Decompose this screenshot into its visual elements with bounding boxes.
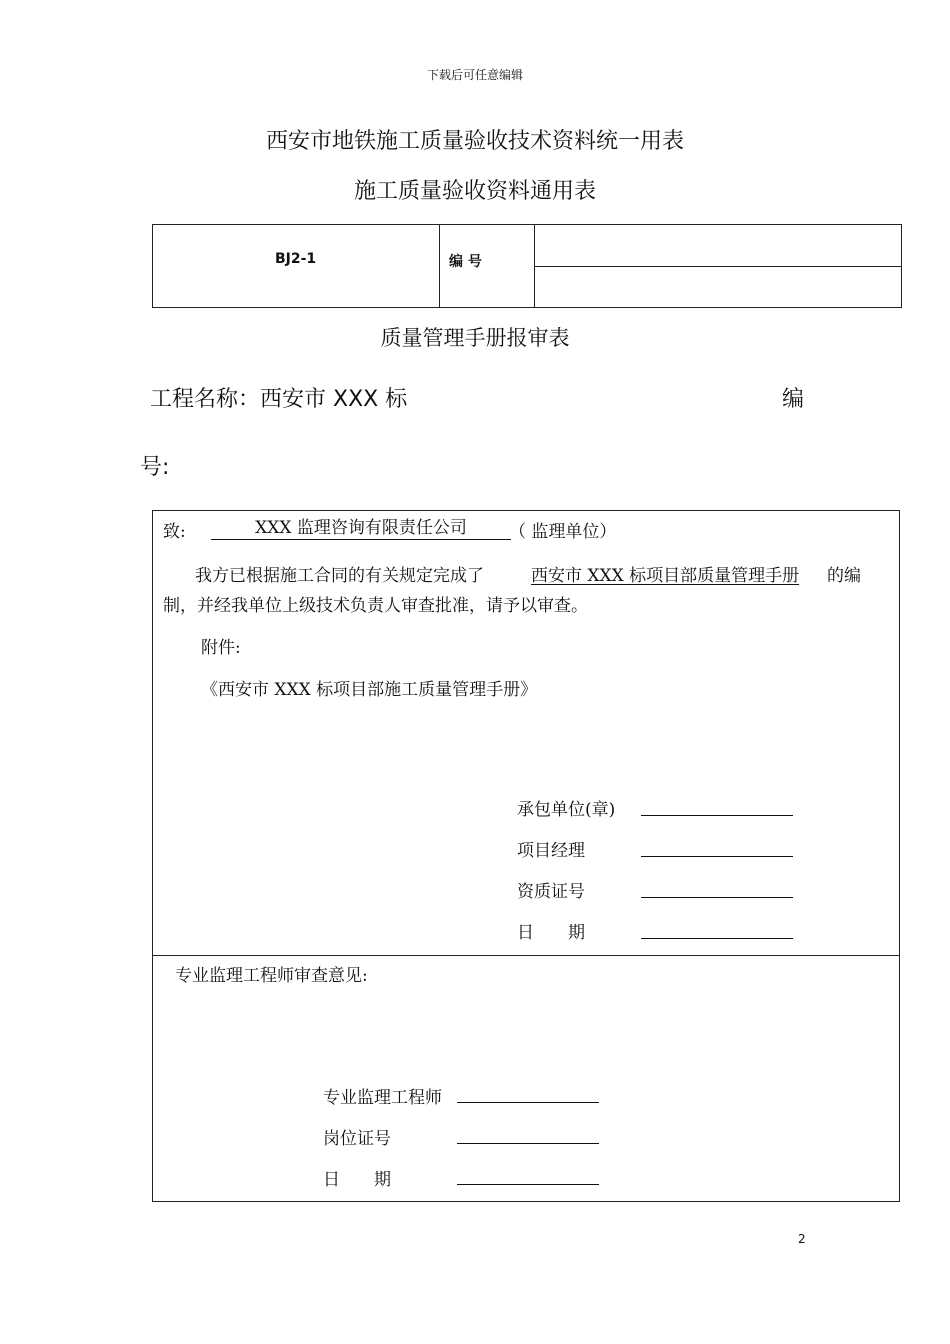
engineer-label: 专业监理工程师 (323, 1088, 442, 1108)
body-line2: 制，并经我单位上级技术负责人审查批准，请予以审查。 (163, 596, 588, 616)
number-label-cell (439, 225, 535, 307)
page-number: 2 (798, 1232, 806, 1246)
body-item: 西安市 XXX 标项目部质量管理手册 (531, 566, 800, 586)
review-opinion-label: 专业监理工程师审查意见: (175, 966, 368, 986)
date-field[interactable] (641, 938, 793, 939)
qualification-no-field[interactable] (641, 897, 793, 898)
form-code-table (152, 224, 902, 308)
to-suffix: （ 监理单位） (509, 522, 617, 542)
form-title: 质量管理手册报审表 (380, 326, 570, 350)
post-cert-field[interactable] (457, 1143, 599, 1144)
number-label-part2: 号: (140, 455, 170, 480)
number-label: 编 号 (449, 254, 482, 270)
project-manager-label: 项目经理 (517, 841, 585, 861)
engineer-field[interactable] (457, 1102, 599, 1103)
date-label: 日 期 (517, 923, 585, 943)
body-prefix: 我方已根据施工合同的有关规定完成了 (195, 566, 484, 586)
project-name-label: 工程名称：西安市 XXX 标 (150, 387, 408, 412)
contractor-unit-field[interactable] (641, 815, 793, 816)
form-code-cell (153, 225, 440, 307)
header-note: 下载后可任意编辑 (426, 68, 523, 82)
attachment-item: 《西安市 XXX 标项目部施工质量管理手册》 (201, 680, 538, 700)
form-code: BJ2-1 (275, 251, 317, 267)
post-cert-label: 岗位证号 (323, 1129, 391, 1149)
to-label: 致: (163, 522, 186, 542)
sub-title: 施工质量验收资料通用表 (353, 179, 596, 204)
number-label-part1: 编 (782, 387, 805, 412)
contractor-unit-label: 承包单位(章) (517, 800, 616, 820)
section-divider (153, 955, 899, 956)
main-title: 西安市地铁施工质量验收技术资料统一用表 (265, 129, 684, 154)
review-date-label: 日 期 (323, 1170, 391, 1190)
body-suffix: 的编 (827, 566, 861, 586)
submission-box (152, 510, 900, 1202)
attachment-label: 附件: (201, 638, 241, 658)
project-manager-field[interactable] (641, 856, 793, 857)
number-value-cell-2[interactable] (534, 267, 901, 307)
number-value-cell-1[interactable] (534, 225, 901, 267)
review-date-field[interactable] (457, 1184, 599, 1185)
to-company: XXX 监理咨询有限责任公司 (211, 517, 511, 540)
qualification-no-label: 资质证号 (517, 882, 585, 902)
